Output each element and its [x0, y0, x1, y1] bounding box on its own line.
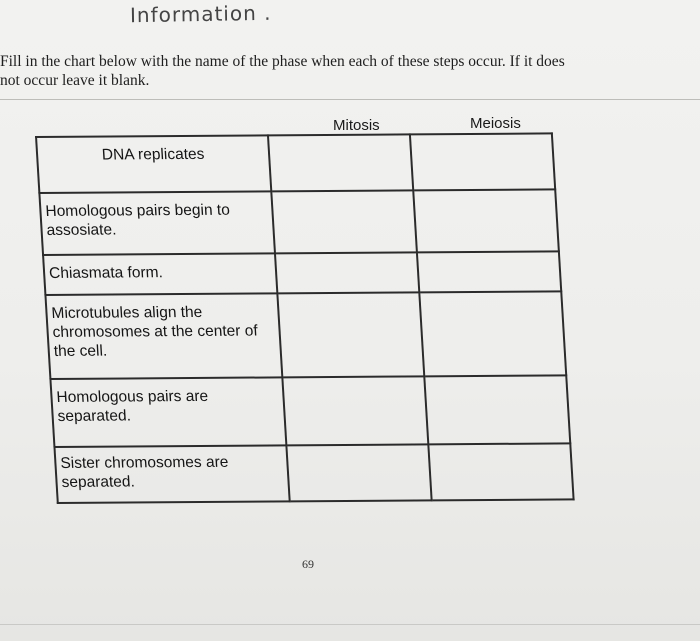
page-number: 69 [302, 557, 314, 571]
mitosis-answer-cell[interactable] [275, 252, 419, 293]
step-cell [43, 253, 277, 295]
table-row [54, 443, 573, 503]
phase-table [35, 132, 575, 504]
table-row [43, 251, 561, 295]
table-row [45, 291, 566, 379]
step-label: Sister chromosomes are separated. [59, 453, 229, 491]
step-cell [54, 445, 289, 503]
mitosis-answer-cell[interactable] [271, 190, 417, 253]
step-cell [39, 191, 275, 255]
step-cell [36, 135, 271, 193]
meiosis-answer-cell[interactable] [424, 375, 570, 444]
step-label: Homologous pairs are separated. [56, 387, 209, 425]
meiosis-answer-cell[interactable] [410, 133, 555, 190]
instructions-line-2: not occur leave it blank. [0, 72, 150, 89]
step-label: Homologous pairs begin to assosiate. [44, 201, 231, 239]
table-row [39, 189, 558, 255]
step-cell [45, 293, 282, 379]
meiosis-answer-cell[interactable] [419, 291, 566, 376]
page-edge [0, 624, 700, 625]
step-label: DNA replicates [101, 145, 205, 164]
meiosis-answer-cell[interactable] [417, 251, 561, 292]
handwritten-note: Information . [129, 0, 272, 28]
step-label: Chiasmata form. [48, 264, 164, 282]
meiosis-answer-cell[interactable] [413, 189, 559, 252]
column-header-meiosis: Meiosis [470, 115, 521, 132]
table-row [50, 375, 570, 447]
meiosis-answer-cell[interactable] [428, 443, 573, 500]
divider [0, 99, 700, 100]
mitosis-answer-cell[interactable] [282, 376, 428, 445]
column-header-mitosis: Mitosis [333, 117, 380, 134]
instructions-line-1: Fill in the chart below with the name of the phase when each of these steps occur. If it does [0, 53, 565, 70]
step-cell [50, 377, 286, 447]
table-row [36, 133, 555, 193]
mitosis-answer-cell[interactable] [277, 292, 424, 377]
instructions [0, 52, 700, 90]
mitosis-answer-cell[interactable] [268, 134, 413, 191]
mitosis-answer-cell[interactable] [286, 444, 431, 501]
step-label: Microtubules align the chromosomes at the center of the cell. [51, 303, 259, 360]
